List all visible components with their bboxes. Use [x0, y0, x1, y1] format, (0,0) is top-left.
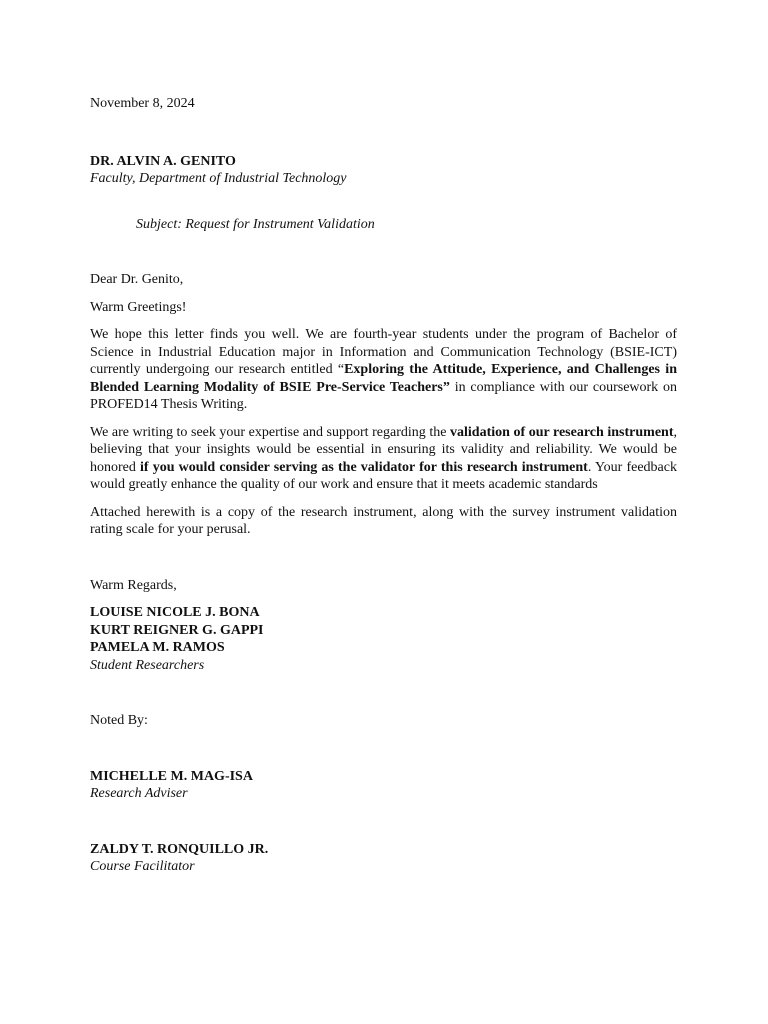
body-paragraph-2: [90, 424, 677, 494]
researcher-name: LOUISE NICOLE J. BONA: [90, 605, 260, 620]
noted-by-label: Noted By:: [90, 713, 148, 728]
letter-page: [90, 95, 677, 876]
salutation: Dear Dr. Genito,: [90, 272, 184, 287]
recipient-block: [90, 153, 677, 188]
closing: Warm Regards,: [90, 577, 177, 593]
facilitator-block: [90, 841, 677, 876]
paragraph-2-text-2: , believing that your insights would be essential in ensuring its validity and reliability. We would be honored: [90, 424, 677, 475]
adviser-role: Research Adviser: [90, 786, 188, 801]
researchers-role: Student Researchers: [90, 657, 205, 673]
paragraph-1-text-end: in compliance with our coursework on PROFED14 Thesis Writing.: [90, 379, 677, 412]
facilitator-name: ZALDY T. RONQUILLO JR.: [90, 841, 269, 857]
body-paragraph-3: Attached herewith is a copy of the research instrument, along with the survey instrument validation rating scale for your perusal.: [90, 504, 677, 537]
paragraph-2-text-1: We are writing to seek your expertise and support regarding the: [90, 424, 450, 440]
letter-date: November 8, 2024: [90, 96, 195, 111]
recipient-title: Faculty, Department of Industrial Technology: [90, 171, 347, 186]
paragraph-2-emphasis-2: if you would consider serving as the validator for this research instrument: [140, 459, 588, 475]
researcher-name: KURT REIGNER G. GAPPI: [90, 622, 264, 638]
paragraph-2-emphasis-1: validation of our research instrument: [450, 424, 674, 440]
paragraph-1-text-start: We hope this letter finds you well. We are fourth-year students under the program of Bachelor of Science in Industrial Education major in Information and Communication Technology (BSIE-ICT) currently undergoing our research entitled “: [90, 327, 677, 377]
greeting: Warm Greetings!: [90, 299, 187, 315]
researcher-name: PAMELA M. RAMOS: [90, 640, 225, 655]
researchers-block: [90, 604, 677, 674]
recipient-name: DR. ALVIN A. GENITO: [90, 153, 236, 169]
adviser-name: MICHELLE M. MAG-ISA: [90, 768, 253, 784]
body-paragraph-1: [90, 326, 677, 414]
paragraph-2-text-3: . Your feedback would greatly enhance the quality of our work and ensure that it meets academic standards: [90, 459, 677, 492]
facilitator-role: Course Facilitator: [90, 859, 195, 874]
subject-line: Subject: Request for Instrument Validation: [136, 216, 375, 232]
research-title: Exploring the Attitude, Experience, and Challenges in Blended Learning Modality of BSIE Pre-Service Teachers”: [90, 362, 677, 395]
adviser-block: [90, 768, 677, 803]
